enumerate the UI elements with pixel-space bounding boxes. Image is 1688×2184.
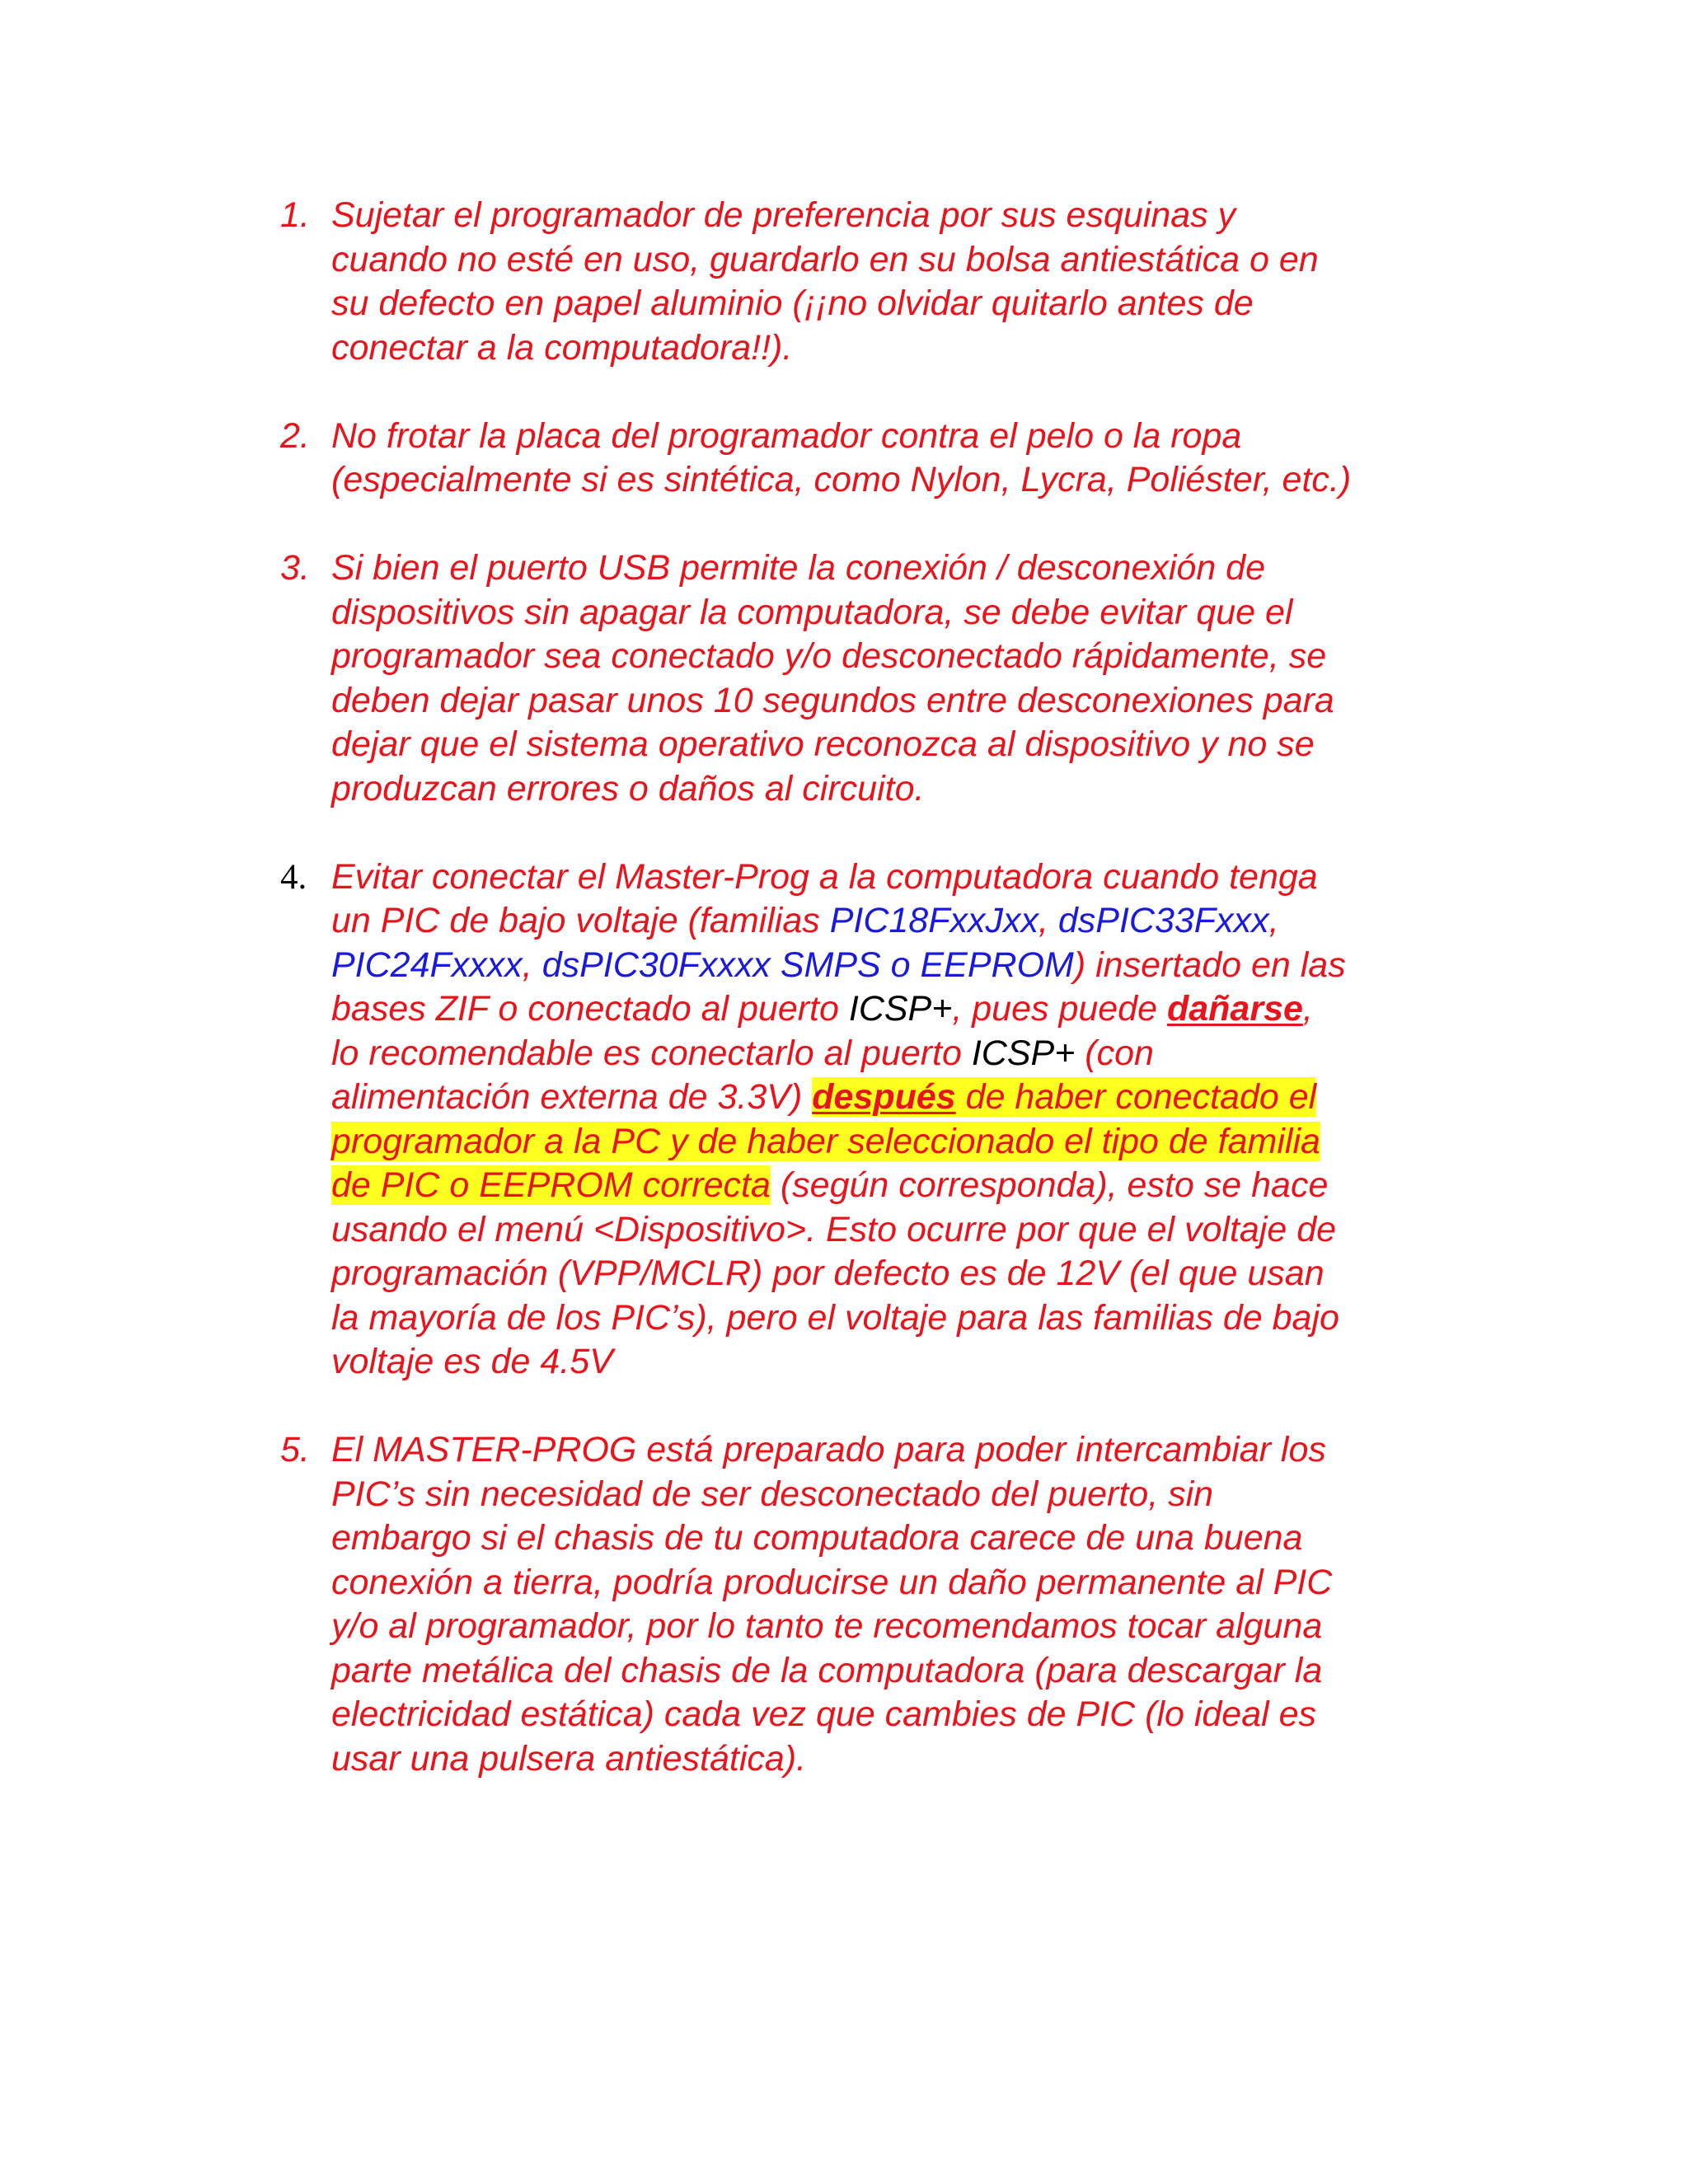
port-name: ICSP+	[971, 1033, 1076, 1073]
item-line: conexión a tierra, podría producirse un daño permanente al PIC	[331, 1562, 1333, 1602]
item-line: PIC’s sin necesidad de ser desconectado del puerto, sin	[331, 1474, 1214, 1514]
text-segment: voltaje es de 4.5V	[331, 1342, 613, 1381]
family-name: PIC18FxxJxx	[829, 901, 1039, 940]
item-number: 1.	[280, 195, 310, 235]
item-line	[331, 1032, 1451, 1076]
item-line	[331, 1296, 1451, 1341]
family-name: PIC24Fxxxx	[331, 944, 523, 985]
item-line: programador sea conectado y/o desconectado rápidamente, se	[331, 636, 1327, 676]
item-line: produzcan errores o daños al circuito.	[331, 768, 925, 808]
item-line	[331, 1340, 1451, 1385]
item-line	[331, 987, 1451, 1032]
item-line	[331, 1252, 1451, 1296]
item-line: (especialmente si es sintética, como Nylon, Lycra, Poliéster, etc.)	[331, 460, 1352, 499]
item-line	[331, 1076, 1451, 1120]
text-segment: programación (VPP/MCLR) por defecto es de 12V (el que usan	[331, 1254, 1325, 1293]
item-line: cuando no esté en uso, guardarlo en su bolsa antiestática o en	[331, 239, 1319, 279]
item-line: y/o al programador, por lo tanto te recomendamos tocar alguna	[331, 1606, 1323, 1646]
text-segment: bases ZIF o conectado al puerto	[331, 989, 849, 1029]
text-segment: un PIC de bajo voltaje (familias	[331, 901, 830, 940]
text-segment: ,	[522, 944, 542, 985]
text-segment: usando el menú <Dispositivo>. Esto ocurre por que el voltaje de	[331, 1209, 1337, 1249]
item-line	[331, 1120, 1451, 1165]
item-number: 2.	[280, 415, 310, 456]
text-segment: (según corresponda), esto se hace	[770, 1165, 1329, 1205]
item-line	[331, 1208, 1451, 1253]
text-segment: ,	[1038, 901, 1058, 940]
port-name: ICSP+	[848, 989, 953, 1029]
item-line: usar una pulsera antiestática).	[331, 1738, 807, 1779]
text-segment: lo recomendable es conectarlo al puerto	[331, 1033, 972, 1073]
highlighted-text	[812, 1077, 1316, 1117]
text-segment: ) insertado en las	[1073, 944, 1346, 985]
item-line: conectar a la computadora!!).	[331, 327, 793, 368]
highlighted-text: programador a la PC y de haber seleccionado el tipo de familia	[331, 1121, 1320, 1161]
highlighted-text: de PIC o EEPROM correcta	[331, 1165, 771, 1205]
text-segment: la mayoría de los PIC’s), pero el voltaje para las familias de bajo	[331, 1297, 1339, 1338]
text-segment: alimentación externa de 3.3V)	[331, 1077, 813, 1117]
item-line: dispositivos sin apagar la computadora, se debe evitar que el	[331, 592, 1293, 632]
family-name: dsPIC33Fxxx	[1057, 901, 1269, 940]
list-item-1	[280, 194, 1451, 370]
item-line: su defecto en papel aluminio (¡¡no olvidar quitarlo antes de	[331, 284, 1254, 323]
text-segment: , pues puede	[952, 989, 1167, 1029]
list-item-4	[280, 855, 1451, 1385]
item-line: parte metálica del chasis de la computadora (para descargar la	[331, 1650, 1323, 1690]
item-line	[331, 944, 1451, 988]
item-line: El MASTER-PROG está preparado para poder intercambiar los	[331, 1430, 1326, 1469]
text-segment: ,	[1302, 989, 1313, 1029]
item-number: 3.	[280, 548, 310, 588]
item-line	[331, 1164, 1451, 1208]
item-line	[331, 899, 1451, 944]
item-line: deben dejar pasar unos 10 segundos entre desconexiones para	[331, 680, 1334, 720]
list-item-5	[280, 1428, 1451, 1781]
text-segment: de haber conectado el	[955, 1077, 1317, 1117]
item-line: No frotar la placa del programador contra el pelo o la ropa	[331, 415, 1242, 456]
item-line: dejar que el sistema operativo reconozca al dispositivo y no se	[331, 724, 1315, 764]
item-line: embargo si el chasis de tu computadora carece de una buena	[331, 1518, 1303, 1558]
list-item-3	[280, 546, 1451, 811]
list-item-2	[280, 415, 1451, 503]
family-name: dsPIC30Fxxxx SMPS o EEPROM	[542, 944, 1074, 985]
item-line	[331, 855, 1451, 900]
text-segment: ,	[1268, 901, 1279, 940]
item-line: Si bien el puerto USB permite la conexión / desconexión de	[331, 548, 1266, 588]
item-line: Sujetar el programador de preferencia por sus esquinas y	[331, 195, 1236, 235]
text-segment: Evitar conectar el Master-Prog a la computadora cuando tenga	[331, 856, 1318, 897]
item-line: electricidad estática) cada vez que cambies de PIC (lo ideal es	[331, 1694, 1317, 1734]
warning-emphasis: después	[812, 1077, 956, 1117]
item-number: 5.	[280, 1430, 310, 1469]
warning-emphasis: dañarse	[1166, 989, 1303, 1029]
item-number: 4.	[280, 857, 307, 897]
text-segment: (con	[1075, 1033, 1154, 1073]
precautions-list	[280, 194, 1451, 1825]
